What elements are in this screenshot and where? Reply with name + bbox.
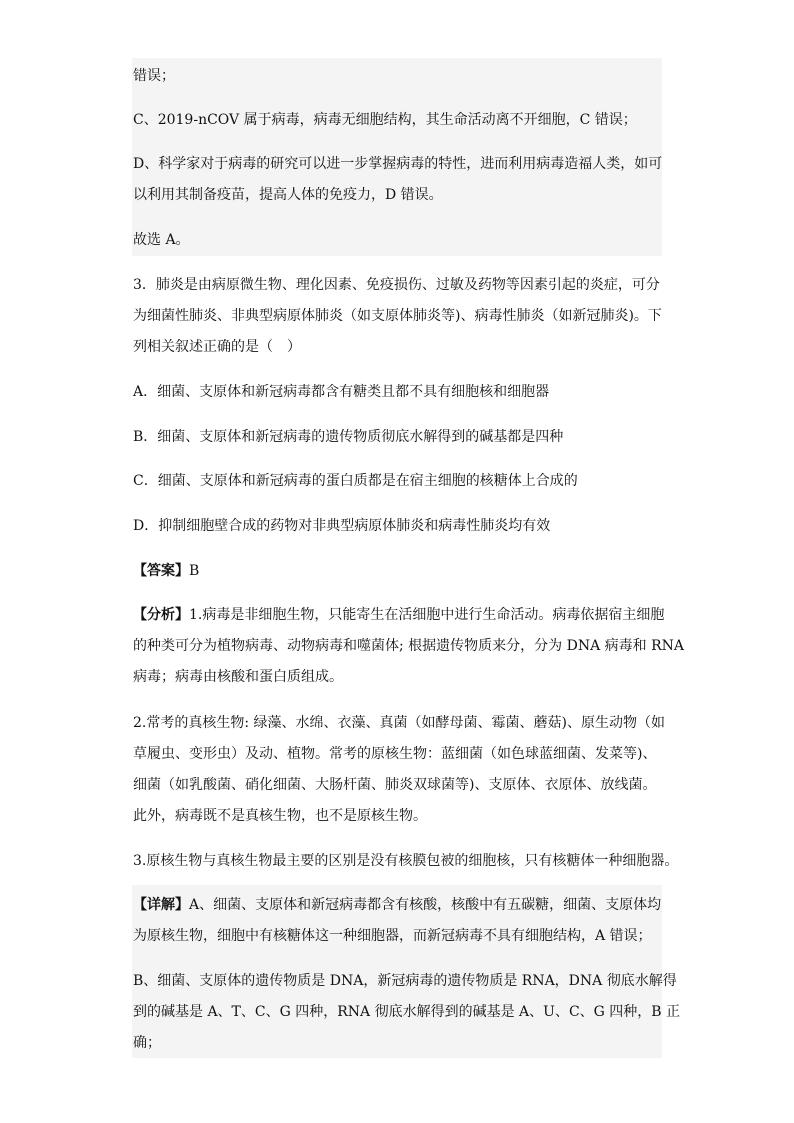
question3-option-d: D．抑制细胞壁合成的药物对非典型病原体肺炎和病毒性肺炎均有效: [133, 518, 551, 534]
answer-row: [133, 561, 199, 581]
analysis-p3: 3.原核生物与真核生物最主要的区别是没有核膜包被的细胞核，只有核糖体一种细胞器。: [133, 853, 679, 869]
analysis-line3: 病毒；病毒由核酸和蛋白质组成。: [133, 669, 343, 685]
analysis-text: 1.病毒是非细胞生物，只能寄生在活细胞中进行生命活动。病毒依据宿主细胞: [189, 607, 665, 623]
detail-a-line2: 为原核生物，细胞中有核糖体这一种细胞器，而新冠病毒不具有细胞结构，A 错误；: [133, 928, 652, 944]
analysis-p2-line2: 草履虫、变形虫）及动、植物。常考的原核生物：蓝细菌（如色球蓝细菌、发菜等)、: [133, 746, 657, 762]
choose-answer: 故选 A。: [133, 232, 190, 248]
question3-option-c: C．细菌、支原体和新冠病毒的蛋白质都是在宿主细胞的核糖体上合成的: [133, 473, 578, 489]
detail-b-line3: 确；: [133, 1035, 161, 1051]
question3-stem-line1: 3．肺炎是由病原微生物、理化因素、免疫损伤、过敏及药物等因素引起的炎症，可分: [133, 277, 660, 293]
detail-b-line1: B、细菌、支原体的遗传物质是 DNA，新冠病毒的遗传物质是 RNA，DNA 彻底水解得: [133, 973, 677, 989]
analysis-label: 【分析】: [133, 607, 189, 623]
detail-text: A、细菌、支原体和新冠病毒都含有核酸，核酸中有五碳糖，细菌、支原体均: [189, 897, 662, 913]
question3-option-a: A．细菌、支原体和新冠病毒都含有糖类且都不具有细胞核和细胞器: [133, 384, 550, 400]
analysis-p2-line4: 此外，病毒既不是真核生物，也不是原核生物。: [133, 808, 427, 824]
analysis-p2-line3: 细菌（如乳酸菌、硝化细菌、大肠杆菌、肺炎双球菌等)、支原体、衣原体、放线菌。: [133, 777, 657, 793]
detail-b-line2: 到的碱基是 A、T、C、G 四种，RNA 彻底水解得到的碱基是 A、U、C、G 四种，B 正: [133, 1004, 681, 1020]
option-d-explanation-line1: D、科学家对于病毒的研究可以进一步掌握病毒的特性，进而利用病毒造福人类，如可: [133, 156, 663, 172]
option-d-explanation-line2: 以利用其制备疫苗，提高人体的免疫力，D 错误。: [133, 187, 443, 203]
option-c-explanation: C、2019-nCOV 属于病毒，病毒无细胞结构，其生命活动离不开细胞，C 错误；: [133, 112, 637, 128]
analysis-line1: [133, 605, 664, 625]
analysis-p2-line1: 2.常考的真核生物: 绿藻、水绵、衣藻、真菌（如酵母菌、霉菌、蘑菇)、原生动物（如: [133, 715, 665, 731]
question3-stem-line2: 为细菌性肺炎、非典型病原体肺炎（如支原体肺炎等)、病毒性肺炎（如新冠肺炎)。下: [133, 308, 662, 324]
answer-value: B: [189, 563, 200, 579]
detail-line1: [133, 895, 661, 915]
answer-label: 【答案】: [133, 563, 189, 579]
detail-label: 【详解】: [133, 897, 189, 913]
continued-error-text: 错误；: [133, 68, 175, 84]
analysis-line2: 的种类可分为植物病毒、动物病毒和噬菌体; 根据遗传物质来分，分为 DNA 病毒和 RNA: [133, 638, 685, 654]
question3-option-b: B．细菌、支原体和新冠病毒的遗传物质彻底水解得到的碱基都是四种: [133, 429, 564, 445]
question3-stem-line3: 列相关叙述正确的是（ ）: [133, 339, 301, 355]
